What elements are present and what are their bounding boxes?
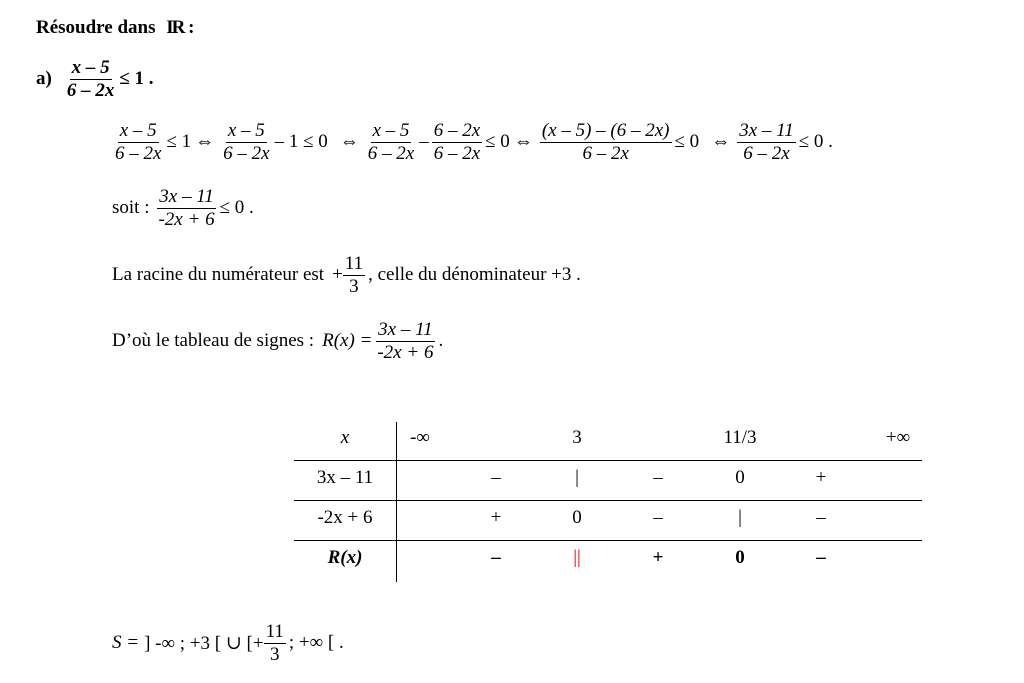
numerator: (x – 5) – (6 – 2x) (541, 120, 670, 141)
sign-cell: 0 (735, 547, 745, 568)
title-colon: : (188, 17, 195, 38)
solution-lhs: S = (112, 632, 140, 654)
sign-cell: – (816, 547, 826, 568)
tableau-lhs: R(x) = (322, 330, 373, 352)
soit-line (112, 187, 254, 230)
relation: ≤ 0 . (798, 131, 833, 153)
fraction (366, 121, 416, 164)
numerator: 11 (344, 253, 364, 274)
denominator: 6 – 2x (433, 142, 481, 164)
question-a (36, 58, 154, 101)
denominator: 6 – 2x (743, 142, 790, 164)
equivalence-symbol: ⇔ (711, 131, 731, 153)
fraction (432, 121, 482, 164)
numerator: 3x – 11 (739, 120, 794, 141)
sign-cell: 0 (735, 467, 745, 488)
header-minus-infinity: -∞ (410, 427, 430, 448)
denominator: 3 (269, 643, 280, 665)
forbidden-value-marker: || (573, 547, 581, 568)
fraction (221, 121, 271, 164)
page-title (36, 17, 194, 39)
numerator: x – 5 (119, 120, 157, 141)
denominator: 6 – 2x (367, 142, 415, 164)
question-label: a) (36, 68, 52, 90)
table-horizontal-line (294, 500, 922, 501)
sign-cell: | (738, 507, 742, 528)
denominator: 6 – 2x (582, 142, 629, 164)
tableau-line (112, 320, 443, 363)
numerator: 6 – 2x (433, 120, 481, 141)
header-x-label: x (340, 427, 350, 448)
roots-text: La racine du numérateur est (112, 264, 325, 286)
question-relation: ≤ 1 . (119, 68, 154, 90)
denominator: -2x + 6 (377, 341, 434, 363)
fraction (540, 121, 672, 164)
soit-relation: ≤ 0 . (219, 197, 254, 219)
tableau-end: . (438, 330, 444, 352)
fraction (113, 121, 163, 164)
relation: ≤ 0 (674, 131, 700, 153)
title-text: Résoudre dans (36, 17, 156, 38)
sign-cell: – (653, 467, 663, 488)
sign-table (294, 418, 922, 582)
tableau-text: D’où le tableau de signes : (112, 330, 315, 352)
title-set: IR (166, 17, 184, 38)
roots-text-2: , celle du dénominateur +3 . (368, 264, 581, 286)
question-fraction (65, 58, 117, 101)
relation: – 1 ≤ 0 (274, 131, 328, 153)
relation: ≤ 1 (166, 131, 192, 153)
table-vertical-line (396, 422, 397, 582)
numerator: 11 (265, 621, 284, 642)
minus-sign: – (419, 131, 429, 153)
sign-cell: 0 (572, 507, 582, 528)
sign-cell: + (815, 467, 827, 488)
fraction (737, 121, 796, 164)
header-value-11-3: 11/3 (723, 427, 757, 448)
solution-interval-1: ] -∞ ; +3 [ ∪ [+ (144, 632, 264, 654)
numerator: x – 5 (372, 120, 410, 141)
solution-interval-2: ; +∞ [ . (288, 632, 344, 654)
numerator: 3x – 11 (159, 186, 214, 207)
tableau-fraction (375, 320, 435, 363)
sign-cell: – (816, 507, 826, 528)
row-label-numerator: 3x – 11 (316, 467, 374, 488)
numerator: 3x – 11 (378, 319, 433, 340)
question-denominator: 6 – 2x (66, 79, 115, 101)
roots-sign: + (332, 264, 343, 286)
solution-fraction (264, 622, 286, 665)
question-numerator: x – 5 (71, 57, 110, 78)
numerator: x – 5 (227, 120, 265, 141)
denominator: 6 – 2x (223, 142, 270, 164)
roots-fraction (343, 254, 365, 297)
solution-line (112, 622, 344, 665)
denominator: 3 (349, 275, 359, 297)
sign-cell: – (653, 507, 663, 528)
table-horizontal-line (294, 540, 922, 541)
table-horizontal-line (294, 460, 922, 461)
header-value-3: 3 (572, 427, 582, 448)
roots-line (112, 254, 581, 297)
sign-cell: | (575, 467, 579, 488)
equivalence-chain (110, 121, 833, 164)
sign-cell: + (490, 507, 502, 528)
sign-cell: – (491, 547, 501, 568)
equivalence-symbol: ⇔ (339, 131, 359, 153)
soit-fraction (156, 187, 216, 230)
denominator: -2x + 6 (158, 208, 215, 230)
row-label-quotient: R(x) (327, 547, 363, 568)
equivalence-symbol: ⇔ (513, 131, 533, 153)
soit-label: soit : (112, 197, 150, 219)
denominator: 6 – 2x (115, 142, 162, 164)
header-plus-infinity: +∞ (885, 427, 911, 448)
sign-cell: + (652, 547, 664, 568)
row-label-denominator: -2x + 6 (317, 507, 373, 528)
relation: ≤ 0 (485, 131, 510, 153)
sign-cell: – (491, 467, 501, 488)
equivalence-symbol: ⇔ (195, 131, 215, 153)
